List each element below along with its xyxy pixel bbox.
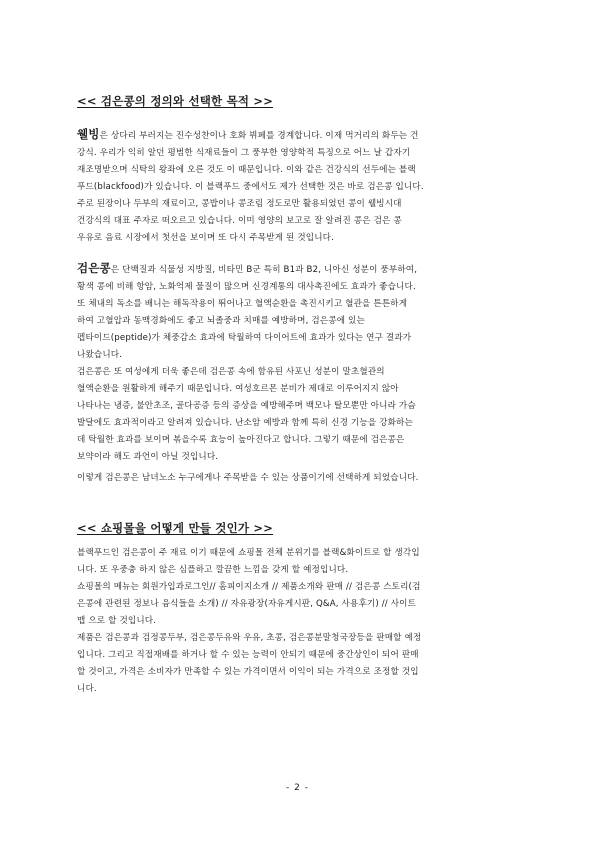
paragraph-line <box>77 279 509 296</box>
paragraph-line <box>77 630 509 647</box>
section1-paragraph-3 <box>77 470 509 487</box>
paragraph-line <box>77 196 509 213</box>
paragraph-line <box>77 347 509 364</box>
page-number: - 2 - <box>286 783 309 793</box>
paragraph-line <box>77 415 509 432</box>
paragraph-line <box>77 179 509 196</box>
paragraph-line <box>77 432 509 449</box>
paragraph-line-text: 데 탁월한 효과를 보이며 볶을수록 효능이 높아진다고 합니다. 그렇기 때문에 검은콩은 <box>77 435 405 445</box>
paragraph-line <box>77 381 509 398</box>
paragraph-line-text: 니다. 또 우중충 하지 않은 심플하고 깔끔한 느낌을 갖게 할 예정입니다. <box>77 565 349 575</box>
paragraph-line-text: 맵 으로 할 것입니다. <box>77 616 157 626</box>
paragraph-line-text: 펩타이드(peptide)가 체중감소 효과에 탁월하여 다이어트에 효과가 있다는 연구 결과가 <box>77 333 412 343</box>
paragraph-line-text: 하여 고혈압과 동맥경화에도 좋고 뇌졸중과 치매를 예방하며, 검은콩에 있는 <box>77 316 365 326</box>
paragraph-lead-word: 검은콩 <box>77 261 111 275</box>
paragraph-line <box>77 613 509 630</box>
paragraph-line-text: 니다. <box>77 684 97 694</box>
paragraph-line-text: 푸드(blackfood)가 있습니다. 이 블랙푸드 중에서도 제가 선택한 것은 바로 검은콩 입니다. <box>77 182 424 192</box>
paragraph-line <box>77 364 509 381</box>
paragraph-line-text: 블랙푸드인 검은콩이 주 재료 이기 때문에 쇼핑몰 전체 분위기를 블랙&화이트로 할 생각입 <box>77 548 420 558</box>
paragraph-line <box>77 579 509 596</box>
section2-heading: << 쇼핑몰을 어떻게 만들 것인가 >> <box>77 521 274 535</box>
paragraph-line <box>77 470 509 487</box>
section1-paragraph-2 <box>77 260 509 466</box>
paragraph-line-text: 입니다. 그리고 직접재배를 하거나 할 수 있는 능력이 안되기 때문에 중간상인이 되어 판매 <box>77 650 419 660</box>
paragraph-line <box>77 313 509 330</box>
paragraph-line <box>77 296 509 313</box>
paragraph-line-text: 은 상다리 부러지는 진수성찬이나 호화 뷔페를 경계합니다. 이제 먹거리의 화두는 건 <box>99 131 419 141</box>
paragraph-line-text: 할 것이고, 가격은 소비자가 만족할 수 있는 가격이면서 이익이 되는 가격으로 조정할 것입 <box>77 667 419 677</box>
paragraph-line <box>77 260 509 279</box>
paragraph-line-text: 보약이라 해도 과언이 아닐 것입니다. <box>77 452 219 462</box>
paragraph-line-text: 또 체내의 독소를 배니는 해독작용이 뛰어나고 혈액순환을 촉진시키고 혈관을 튼튼하게 <box>77 299 408 309</box>
paragraph-line <box>77 647 509 664</box>
paragraph-line <box>77 213 509 230</box>
paragraph-line <box>77 126 509 145</box>
paragraph-line-text: 이렇게 검은콩은 남녀노소 누구에게나 주목받을 수 있는 상품이기에 선택하게 되었습니다. <box>77 473 419 483</box>
paragraph-line-text: 황색 콩에 비해 항암, 노화억제 물질이 많으며 신경계통의 대사촉진에도 효과가 좋습니다. <box>77 282 416 292</box>
paragraph-line-text: 주로 된장이나 두부의 재료이고, 콩밥이나 콩조림 정도로만 활용되었던 콩이 웰빙시대 <box>77 199 402 209</box>
paragraph-line-text: 검은콩은 또 여성에게 더욱 좋은데 검은콩 속에 함유된 사포닌 성분이 말초혈관의 <box>77 367 385 377</box>
paragraph-line <box>77 398 509 415</box>
paragraph-line <box>77 162 509 179</box>
section1-heading: << 검은콩의 정의와 선택한 목적 >> <box>77 94 274 108</box>
paragraph-lead-word: 웰빙 <box>77 127 100 141</box>
paragraph-line-text: 발달에도 효과적이라고 알려져 있습니다. 난소암 예방과 함께 특히 신경 기능을 강화하는 <box>77 418 413 428</box>
paragraph-line-text: 건강식의 대표 주자로 떠오르고 있습니다. 이미 영양의 보고로 잘 알려진 콩은 검은 콩 <box>77 216 402 226</box>
paragraph-line <box>77 681 509 698</box>
section2-paragraph-2 <box>77 630 509 698</box>
paragraph-line-text: 재조명받으며 식탁의 왕좌에 오른 것도 이 때문입니다. 이와 같은 건강식의 선두에는 블랙 <box>77 165 416 175</box>
paragraph-line-text: 은 단백질과 식물성 지방질, 비타민 B군 특히 B1과 B2, 니아신 성분이 풍부하여, <box>110 265 418 275</box>
paragraph-line-text: 혈액순환을 원활하게 해주기 때문입니다. 여성호르몬 분비가 제대로 이루어지지 않아 <box>77 384 399 394</box>
paragraph-line <box>77 230 509 247</box>
paragraph-line <box>77 330 509 347</box>
paragraph-line <box>77 545 509 562</box>
paragraph-line-text: 강식. 우리가 익히 알던 평범한 식재료들이 그 풍부한 영양학적 특징으로 어느 날 갑자기 <box>77 148 411 158</box>
paragraph-line <box>77 596 509 613</box>
paragraph-line <box>77 664 509 681</box>
paragraph-line <box>77 562 509 579</box>
paragraph-line-text: 우유로 음료 시장에서 첫선을 보이며 또 다시 주목받게 된 것입니다. <box>77 233 335 243</box>
paragraph-line-text: 은콩에 관련된 정보나 음식들을 소개) // 자유광장(자유게시판, Q&A, 사용후기) // 사이트 <box>77 599 417 609</box>
section2-paragraph-1 <box>77 545 509 630</box>
paragraph-line <box>77 449 509 466</box>
paragraph-line <box>77 145 509 162</box>
paragraph-line-text: 나왔습니다. <box>77 350 123 360</box>
section1-paragraph-1 <box>77 126 509 247</box>
paragraph-line-text: 제품은 검은콩과 검정콩두부, 검은콩두유와 우유, 초콩, 검은콩분말청국장등을 판매할 예정 <box>77 633 422 643</box>
paragraph-line-text: 쇼핑몰의 메뉴는 회원가입과로그인// 홈피이지소개 // 제품소개와 판매 // 검은콩 스토리(검 <box>77 582 421 592</box>
paragraph-line-text: 나타나는 냉증, 불안초조, 골다공증 등의 증상을 예방해주며 백모나 탈모뿐만 아니라 가슴 <box>77 401 416 411</box>
